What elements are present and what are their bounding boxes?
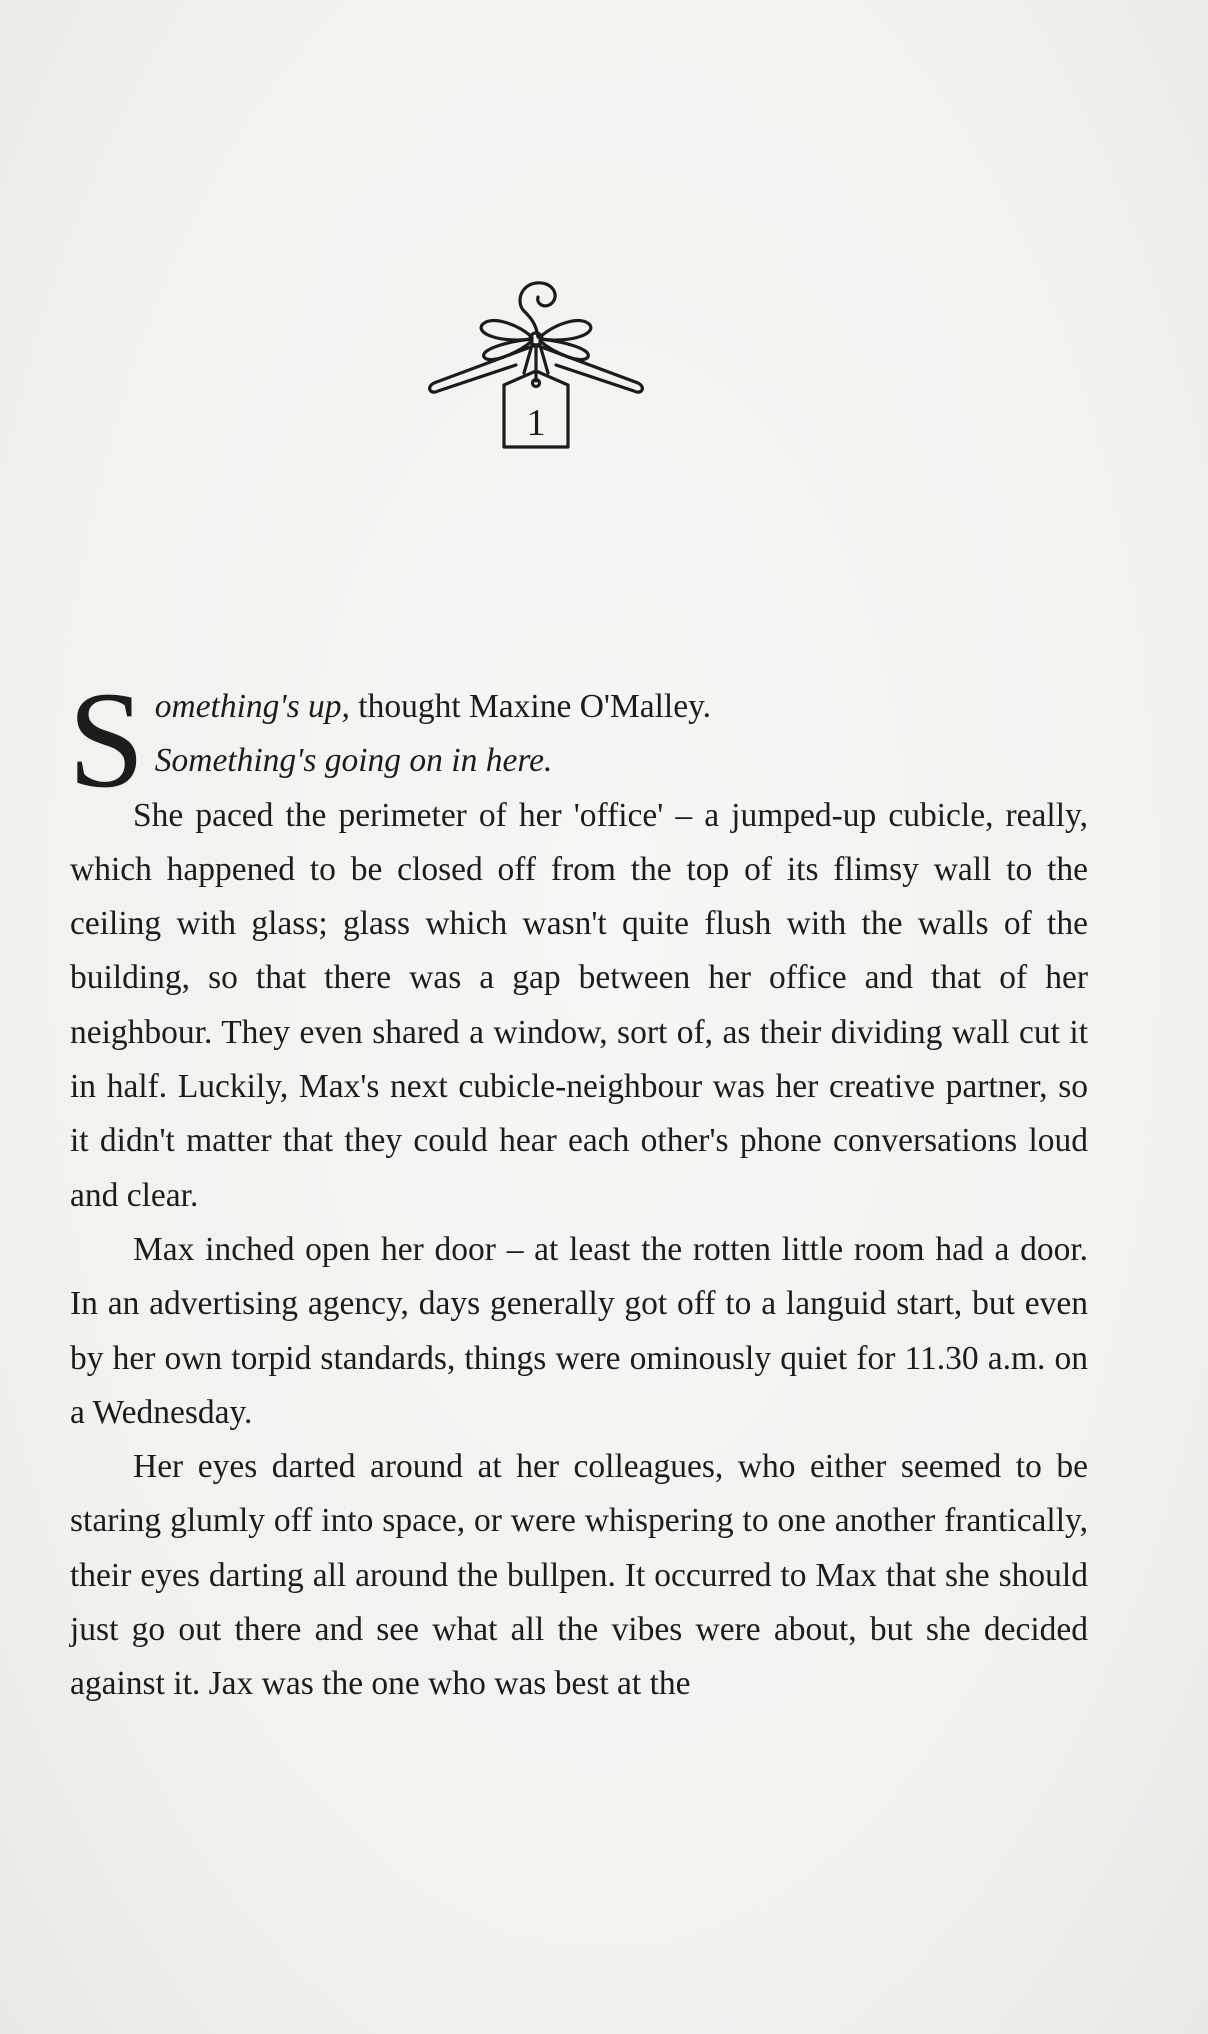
clothes-hanger-with-bow-and-tag-icon xyxy=(420,245,650,460)
opening-second-line: Something's going on in here. xyxy=(154,742,553,780)
opening-thought-tail: thought Maxine O'Malley. xyxy=(349,688,712,725)
opening-thought: omething's up, xyxy=(154,688,350,725)
chapter-body xyxy=(68,663,1088,1712)
opening-paragraph xyxy=(68,663,1088,816)
chapter-number: 1 xyxy=(526,402,546,444)
body-paragraph: Her eyes darted around at her colleagues, who either seemed to be staring glumly off into space, or were whispering to one another frantically, their eyes darting all around the bullpen. It occurred to Max that she should just go out there and see what all the vibes were about, but she decided against it. Jax was the one who was best at the xyxy=(70,1448,1088,1703)
body-paragraph: Max inched open her door – at least the rotten little room had a door. In an advertising agency, days generally got off to a languid start, but even by her own torpid standards, things were ominously quiet for 11.30 a.m. on a Wednesday. xyxy=(70,1230,1088,1431)
body-paragraph: She paced the perimeter of her 'office' – a jumped-up cubicle, really, which happened to be closed off from the top of its flimsy wall to the ceiling with glass; glass which wasn't quite flush with the walls of the building, so that there was a gap between her office and that of her neighbour. They even shared a window, sort of, as their dividing wall cut it in half. Luckily, Max's next cubicle-neighbour was her creative partner, so it didn't matter that they could hear each other's phone conversations loud and clear. xyxy=(70,796,1088,1214)
drop-cap: S xyxy=(68,663,145,816)
